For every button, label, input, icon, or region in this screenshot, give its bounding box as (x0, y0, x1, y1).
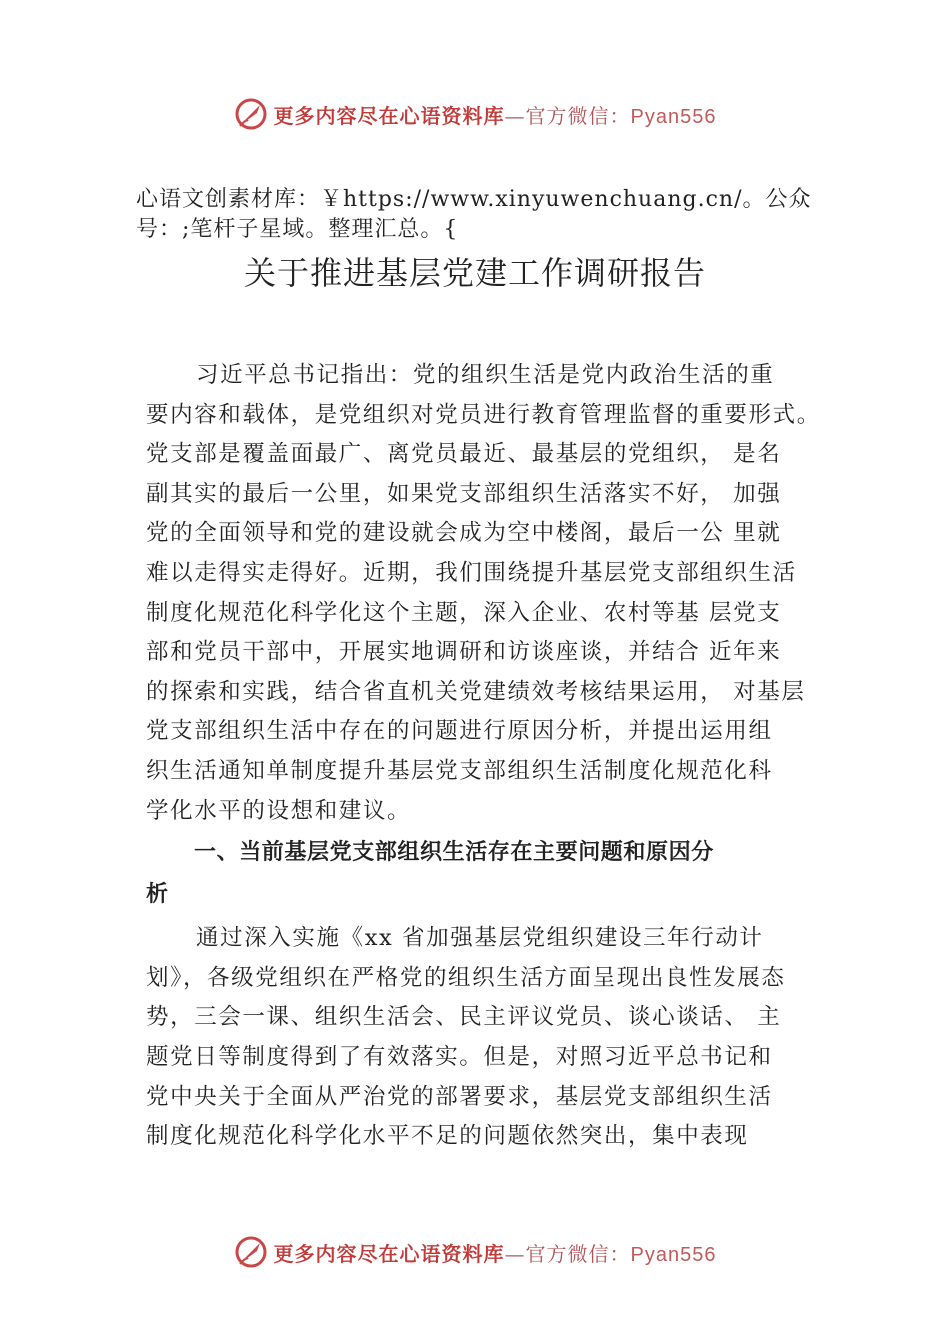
paragraph-line: 制度化规范化科学化这个主题，深入企业、农村等基 层党支 (146, 599, 782, 626)
section-heading-line-2: 析 (146, 882, 169, 908)
watermark-text (274, 100, 717, 129)
watermark-wechat-id: Pyan556 (630, 105, 717, 128)
paragraph-line: 划》，各级党组织在严格党的组织生活方面呈现出良性发展态 (146, 964, 786, 991)
paragraph-line: 党支部是覆盖面最广、离党员最近、最基层的党组织， 是名 (146, 441, 782, 468)
paragraph-line: 党支部组织生活中存在的问题进行原因分析，并提出运用组 (146, 718, 773, 745)
quill-seal-logo-icon (234, 1235, 268, 1269)
source-line-1: 心语文创素材库：￥https://www.xinyuwenchuang.cn/。公众 (136, 187, 812, 212)
source-line-2: 号：;笔杆子星域。整理汇总。{ (136, 217, 459, 242)
document-body (146, 356, 846, 1157)
paragraph-line: 副其实的最后一公里，如果党支部组织生活落实不好， 加强 (146, 480, 782, 507)
section-heading-1 (146, 831, 846, 919)
document-title: 关于推进基层党建工作调研报告 (243, 254, 706, 292)
paragraph-line: 织生活通知单制度提升基层党支部组织生活制度化规范化科 (146, 757, 773, 784)
watermark-text (274, 1238, 717, 1267)
paragraph-1 (146, 356, 846, 831)
source-line (136, 185, 836, 245)
quill-seal-logo-icon (234, 97, 268, 131)
paragraph-line: 难以走得实走得好。近期，我们围绕提升基层党支部组织生活 (146, 559, 797, 586)
paragraph-line: 习近平总书记指出：党的组织生活是党内政治生活的重 (196, 362, 775, 388)
paragraph-2 (146, 919, 846, 1157)
watermark-wechat-id: Pyan556 (630, 1243, 717, 1266)
paragraph-line: 党的全面领导和党的建设就会成为空中楼阁，最后一公 里就 (146, 520, 782, 547)
paragraph-line: 部和党员干部中，开展实地调研和访谈座谈，并结合 近年来 (146, 639, 782, 666)
watermark-part1: 更多内容尽在心语资料库 (273, 103, 505, 128)
paragraph-line: 题党日等制度得到了有效落实。但是，对照习近平总书记和 (146, 1043, 773, 1070)
paragraph-line: 党中央关于全面从严治党的部署要求，基层党支部组织生活 (146, 1083, 773, 1110)
footer-watermark-banner (0, 1232, 950, 1272)
paragraph-line: 势，三会一课、组织生活会、民主评议党员、谈心谈话、 主 (146, 1004, 782, 1031)
watermark-part2: —官方微信： (504, 103, 631, 128)
paragraph-line: 要内容和载体，是党组织对党员进行教育管理监督的重要形式。 (146, 401, 821, 428)
paragraph-line: 通过深入实施《xx 省加强基层党组织建设三年行动计 (196, 925, 764, 952)
paragraph-line: 的探索和实践，结合省直机关党建绩效考核结果运用， 对基层 (146, 678, 806, 705)
watermark-part2: —官方微信： (504, 1241, 631, 1266)
section-heading-line-1: 一、当前基层党支部组织生活存在主要问题和原因分 (194, 840, 714, 866)
watermark-part1: 更多内容尽在心语资料库 (273, 1241, 505, 1266)
paragraph-line: 制度化规范化科学化水平不足的问题依然突出，集中表现 (146, 1123, 749, 1150)
header-watermark-banner (0, 94, 950, 134)
paragraph-line: 学化水平的设想和建议。 (146, 797, 412, 824)
